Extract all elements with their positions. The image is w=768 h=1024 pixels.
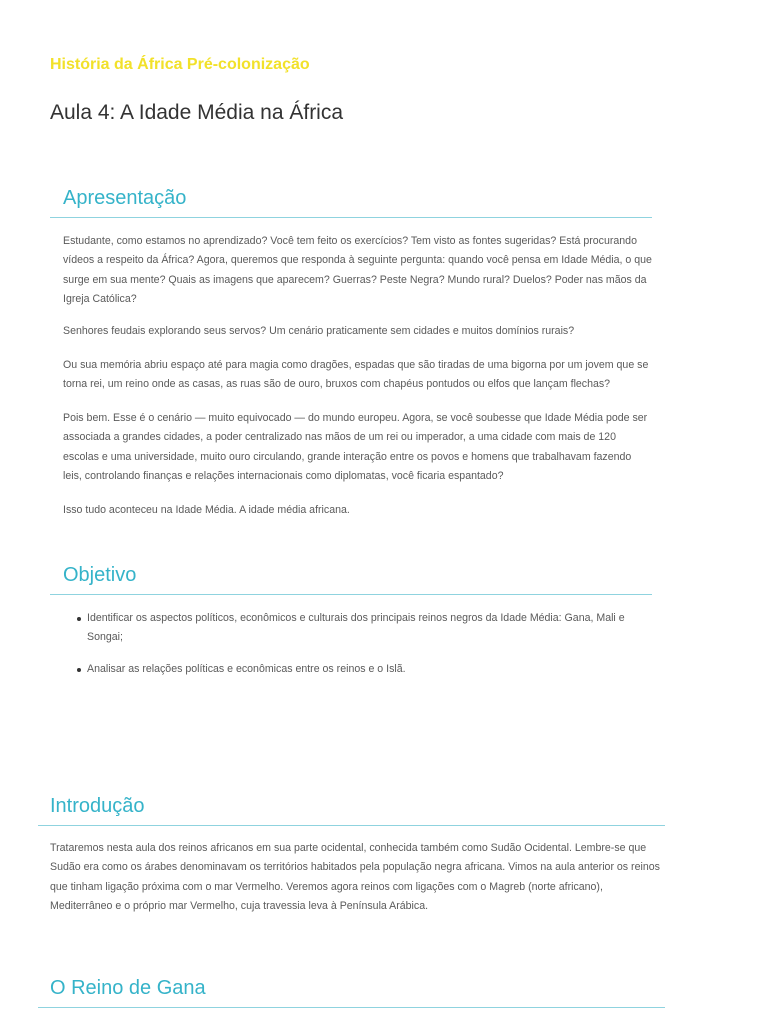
- bullet-icon: [77, 617, 81, 621]
- section-heading-objetivo: Objetivo: [63, 564, 137, 586]
- section-rule-apresentacao: [50, 217, 652, 218]
- list-item-text: Identificar os aspectos políticos, econômicos e culturais dos principais reinos negros da Idade Média: Gana, Mali e Songai;: [87, 612, 625, 644]
- list-item-text: Analisar as relações políticas e econômicas entre os reinos e o Islã.: [87, 662, 406, 675]
- lesson-title: Aula 4: A Idade Média na África: [50, 101, 344, 124]
- section-heading-reino-gana: O Reino de Gana: [50, 977, 206, 999]
- apresentacao-paragraph-5: Isso tudo aconteceu na Idade Média. A idade média africana.: [63, 504, 350, 516]
- objetivo-list: [63, 609, 648, 691]
- section-heading-apresentacao: Apresentação: [63, 187, 187, 209]
- introducao-paragraph: Trataremos nesta aula dos reinos africanos em sua parte ocidental, conhecida também como Sudão Ocidental. Lembre-se que Sudão era como os árabes denominavam os territórios habitados pela população negra africana. Vimos na aula anterior os reinos que tinham ligação próxima com o mar Vermelho. Veremos agora reinos com ligações com o Magreb (norte africano), Mediterrâneo e o próprio mar Vermelho, cuja travessia leva à Península Arábica.: [50, 842, 660, 912]
- list-item: [63, 609, 648, 648]
- section-rule-objetivo: [50, 594, 652, 595]
- apresentacao-paragraph-3: Ou sua memória abriu espaço até para magia como dragões, espadas que são tiradas de uma bigorna por um jovem que se torna rei, um reino onde as casas, as ruas são de ouro, bruxos com chapéus pontudos ou elfos que lançam flechas?: [63, 359, 649, 391]
- section-rule-introducao: [38, 825, 665, 826]
- apresentacao-paragraph-1: Estudante, como estamos no aprendizado? Você tem feito os exercícios? Tem visto as fontes sugeridas? Está procurando vídeos a respeito da África? Agora, queremos que responda à seguinte pergunta: quando você pensa em Idade Média, o que surge em sua mente? Quais as imagens que aparecem? Guerras? Peste Negra? Mundo rural? Duelos? Poder nas mãos da Igreja Católica?: [63, 235, 652, 305]
- apresentacao-paragraph-4: Pois bem. Esse é o cenário — muito equivocado — do mundo europeu. Agora, se você soubesse que Idade Média pode ser associada a grandes cidades, a poder centralizado nas mãos de um rei ou imperador, a uma cidade com mais de 120 escolas e uma universidade, muito ouro circulando, grande interação entre os povos e homens que trabalhavam fazendo leis, controlando finanças e relações internacionais como diplomatas, você ficaria espantado?: [63, 412, 648, 482]
- section-rule-reino-gana: [38, 1007, 665, 1008]
- list-item: [63, 660, 648, 679]
- bullet-icon: [77, 668, 81, 672]
- section-heading-introducao: Introdução: [50, 795, 145, 817]
- course-title: História da África Pré-colonização: [50, 56, 310, 73]
- apresentacao-paragraph-2: Senhores feudais explorando seus servos? Um cenário praticamente sem cidades e muitos domínios rurais?: [63, 325, 575, 337]
